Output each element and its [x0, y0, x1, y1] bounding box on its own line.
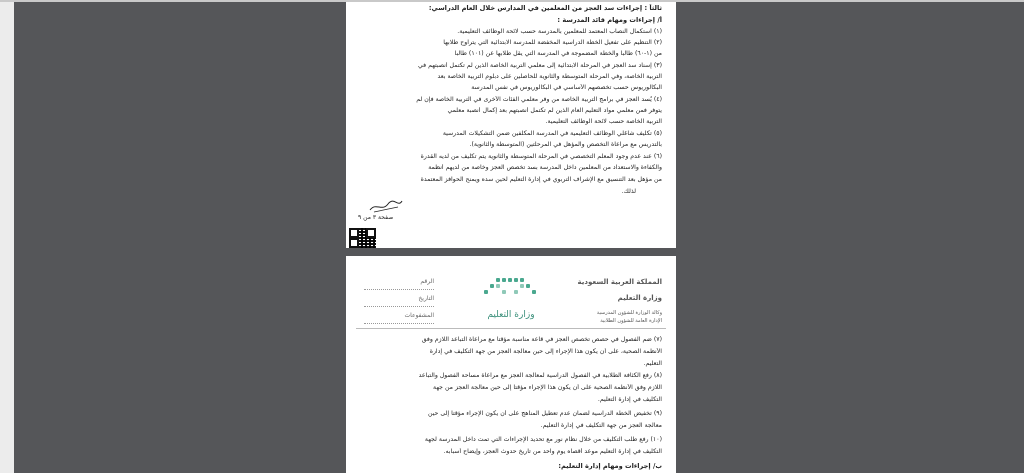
subsection-heading: أ/ إجراءات ومهام قائد المدرسة : [557, 16, 662, 24]
text-line: (٤) يُسد العجز في برامج التربية الخاصة من وفر معلمي الفئات الأخرى في التربية الخاصة فإن لم [416, 96, 662, 103]
header-department: الإدارة العامة للشؤون الطلابية [600, 318, 662, 324]
text-line: البكالوريوس حسب تخصصهم الأساسي في البكالوريوس في نفس المدرسة [471, 84, 662, 91]
subsection-heading: ب/ إجراءات ومهام إدارة التعليم: [558, 462, 662, 470]
field-attachments: المشفوعات [364, 312, 434, 324]
text-line: التربية الخاصة، وفي المرحلة المتوسطة والثانوية للحاصلين على دبلوم التربية الخاصة بعد [437, 73, 662, 80]
text-line: التكليف في إدارة التعليم موعد أقصاه يوم واحد من تاريخ حدوث العجز، وإيضاح أسبابه. [443, 448, 662, 455]
text-line: الأنظمة الصحية، على أن يكون هذا الإجراء إلى حين معالجة العجز من جهة التكليف في إدارة [429, 348, 662, 355]
text-line: التعليم. [643, 360, 662, 367]
text-line: اللازم وفق الأنظمة الصحية على أن يكون هذا الإجراء مؤقتاً إلى حين معالجة العجز من جهة [433, 384, 662, 391]
text-line: (٢) التنظيم على تفعيل الخطة الدراسية المخفضة للمدرسة الابتدائية التي يتراوح طلابها [443, 39, 662, 46]
logo-text: وزارة التعليم [487, 310, 535, 320]
header-kingdom: المملكة العربية السعودية [577, 278, 662, 286]
text-line: (٩) تخفيض الخطة الدراسية لضمان عدم تعطيل المناهج على أن يكون الإجراء مؤقتاً إلى حين [427, 410, 662, 417]
left-edge [0, 2, 14, 473]
section-heading: ثالثاً : إجراءات سد العجز من المعلمين في المدارس خلال العام الدراسي: [428, 4, 662, 12]
text-line: (٥) تكليف شاغلي الوظائف التعليمية في المدرسة المكلفين ضمن التشكيلات المدرسية [442, 130, 662, 137]
page-number: صفحة ٣ من ٩ [358, 214, 394, 221]
text-line: يتوفر فمن معلمي مواد التعليم العام الذين لم تكتمل أنصبتهم بعد إكمال أنصبة معلمي [447, 107, 662, 114]
text-line: لذلك. [621, 188, 636, 195]
document-page-1 [346, 2, 676, 248]
text-line: (١) استكمال النصاب المعتمد للمعلمين بالمدرسة حسب لائحة الوظائف التعليمية. [457, 28, 662, 35]
field-number: الرقم [364, 278, 434, 290]
text-line: (١٠) رفع طلب التكليف من خلال نظام نور مع تحديد الإجراءات التي تمت داخل المدرسة لجهة [424, 436, 662, 443]
header-agency: وكالة الوزارة للشؤون المدرسية [596, 310, 662, 316]
text-line: معالجة العجز من جهة التكليف في إدارة التعليم. [540, 422, 662, 429]
text-line: التكليف في إدارة التعليم. [597, 396, 662, 403]
header-divider [356, 328, 666, 329]
field-date: التاريخ [364, 295, 434, 307]
text-line: (٧) ضم الفصول في حصص تخصص العجز في قاعة مناسبة مؤقتاً مع مراعاة التباعد اللازم وفق [421, 336, 662, 343]
text-line: من (١-٦٠) طالباً والخطة المضموجة في المدرسة التي يقل طلابها عن (١٠١) طالباً [454, 50, 662, 57]
document-page-2 [346, 256, 676, 473]
text-line: (٦) عند عدم وجود المعلم التخصصي في المرحلة المتوسطة والثانوية يتم تكليف من لديه القدرة [420, 153, 662, 160]
text-line: (٨) رفع الكثافة الطلابية في الفصول الدراسية لمعالجة العجز مع مراعاة مساحة الفصول والتباعد [418, 372, 662, 379]
ministry-logo-icon [462, 276, 560, 310]
text-line: التربية الخاصة حسب لائحة الوظائف التعليمية. [545, 118, 662, 125]
text-line: بالتدريس مع مراعاة التخصص والمؤهل في المرحلتين (المتوسطة والثانوية). [469, 141, 662, 148]
text-line: من مؤهل بعد التنسيق مع الإشراف التربوي في إدارة التعليم لحين سده ويمنح الحوافز المعتمدة [420, 176, 662, 183]
signature-mark [368, 198, 404, 214]
document-canvas[interactable] [14, 2, 1024, 473]
text-line: والكفاءة والاستعداد من المعلمين داخل المدرسة بسد تخصص العجز وخاصة من لديهم أنظمة [428, 164, 662, 171]
text-line: (٣) إسناد سد العجز في المرحلة الابتدائية إلى معلمي التربية الخاصة الذين لم تكتمل أنصبتهم في [418, 62, 662, 69]
reference-fields [364, 278, 434, 329]
header-ministry: وزارة التعليم [617, 294, 662, 302]
ministry-logo [462, 276, 560, 324]
qr-code-icon [349, 228, 376, 248]
